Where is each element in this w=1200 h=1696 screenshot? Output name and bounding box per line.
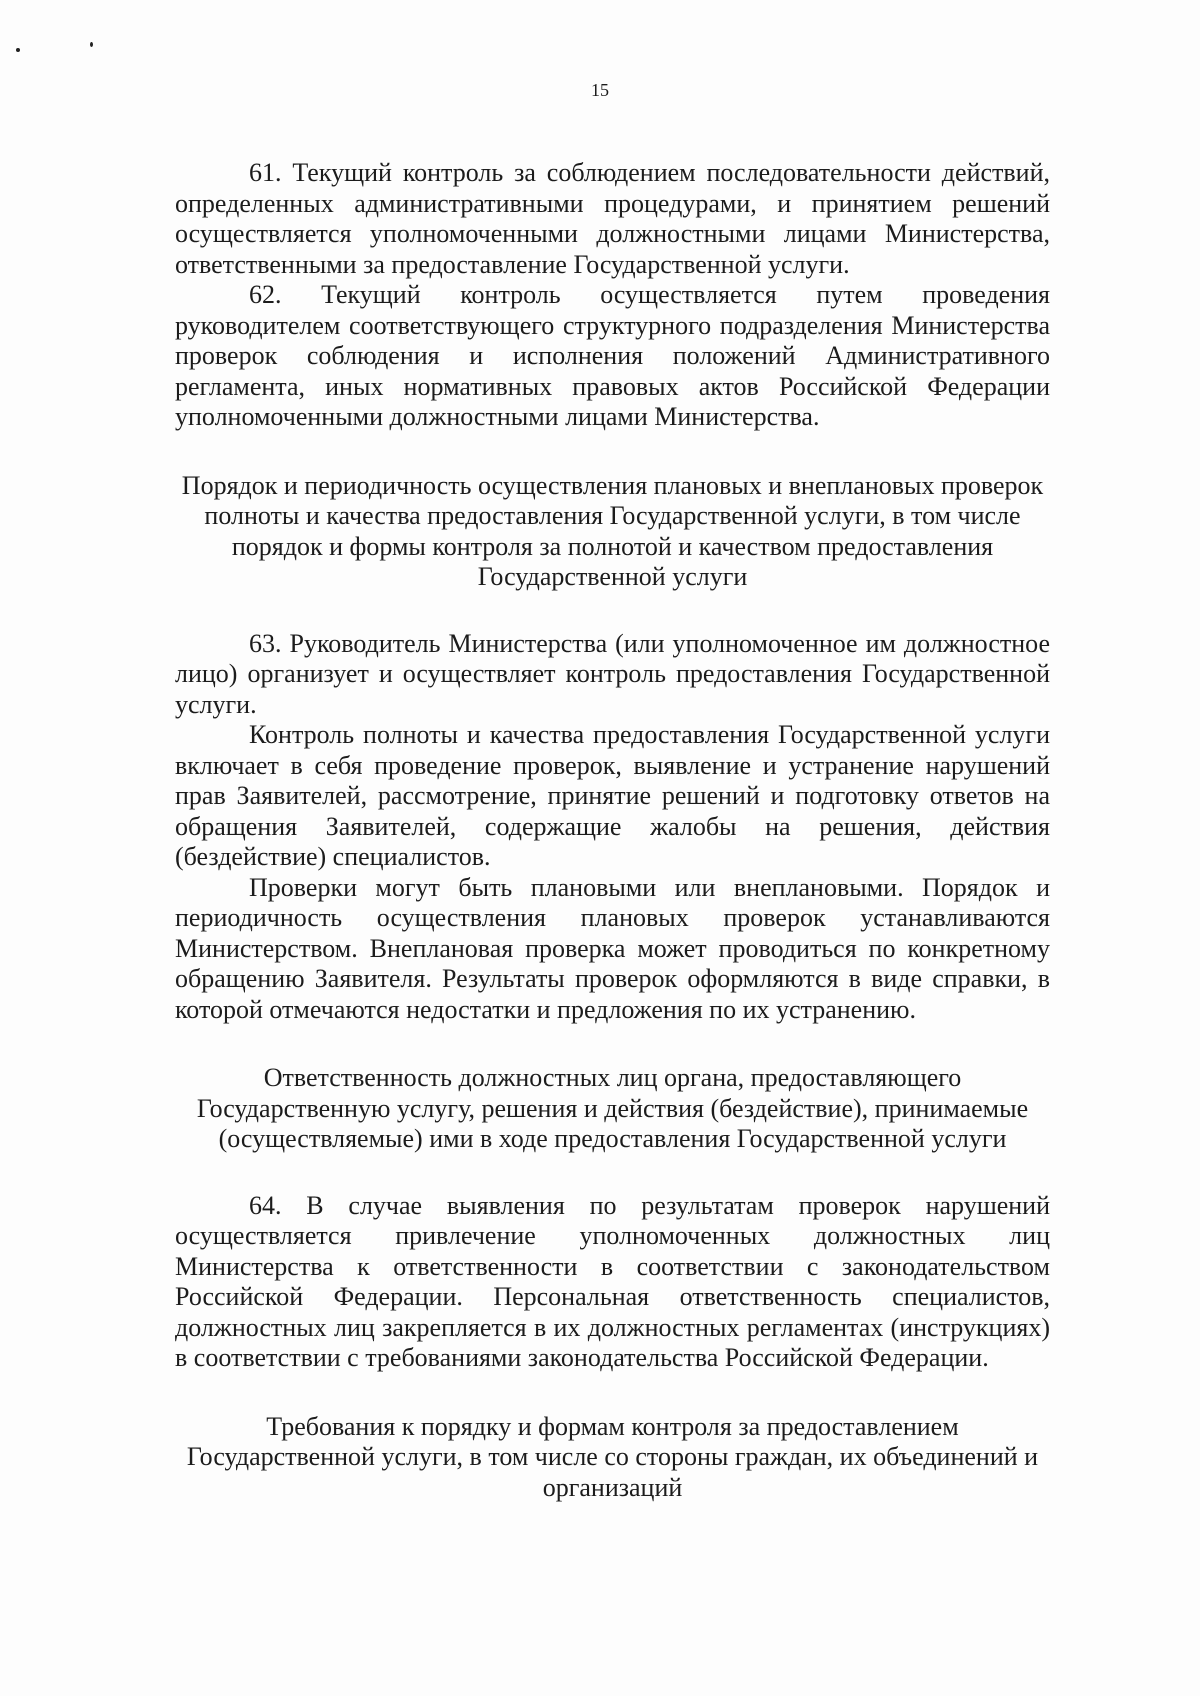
- scan-speck: [16, 48, 20, 52]
- paragraph-inspection-types: Проверки могут быть плановыми или внеплановыми. Порядок и периодичность осуществления плановых проверок устанавливаются Министерством. Внеплановая проверка может проводиться по конкретному обращению Заявителя. Результаты проверок оформляются в виде справки, в которой отмечаются недостатки и предложения по их устранению.: [175, 872, 1050, 1024]
- page-number: 15: [591, 80, 609, 100]
- paragraph-63: 63. Руководитель Министерства (или уполномоченное им должностное лицо) организует и осуществляет контроль предоставления Государственной услуги.: [175, 628, 1050, 719]
- scan-speck: [90, 42, 93, 47]
- paragraph-control-scope: Контроль полноты и качества предоставления Государственной услуги включает в себя проведение проверок, выявление и устранение нарушений прав Заявителей, рассмотрение, принятие решений и подготовку ответов на обращения Заявителей, содержащие жалобы на решения, действия (бездействие) специалистов.: [175, 720, 1050, 871]
- section-heading-requirements: Требования к порядку и формам контроля за предоставлением Государственной услуги, в том числе со стороны граждан, их объединений и организаций: [186, 1411, 1039, 1502]
- paragraph-64: 64. В случае выявления по результатам проверок нарушений осуществляется привлечение уполномоченных должностных лиц Министерства к ответственности в соответствии с законодательством Российской Федерации. Персональная ответственность специалистов, должностных лиц закрепляется в их должностных регламентах (инструкциях) в соответствии с требованиями законодательства Российской Федерации.: [175, 1190, 1050, 1372]
- section-heading-inspections: Порядок и периодичность осуществления плановых и внеплановых проверок полноты и качества предоставления Государственной услуги, в том числе порядок и формы контроля за полнотой и качеством предоставления Государственной услуги: [181, 470, 1044, 591]
- section-heading-responsibility: Ответственность должностных лиц органа, предоставляющего Государственную услугу, решения и действия (бездействие), принимаемые (осуществляемые) ими в ходе предоставления Государственной услуги: [196, 1063, 1029, 1153]
- paragraph-61: 61. Текущий контроль за соблюдением последовательности действий, определенных административными процедурами, и принятием решений осуществляется уполномоченными должностными лицами Министерства, ответственными за предоставление Государственной услуги.: [175, 158, 1050, 279]
- document-body: [175, 158, 1050, 1503]
- paragraph-62: 62. Текущий контроль осуществляется путем проведения руководителем соответствующего структурного подразделения Министерства проверок соблюдения и исполнения положений Административного регламента, иных нормативных правовых актов Российской Федерации уполномоченными должностными лицами Министерства.: [175, 280, 1050, 431]
